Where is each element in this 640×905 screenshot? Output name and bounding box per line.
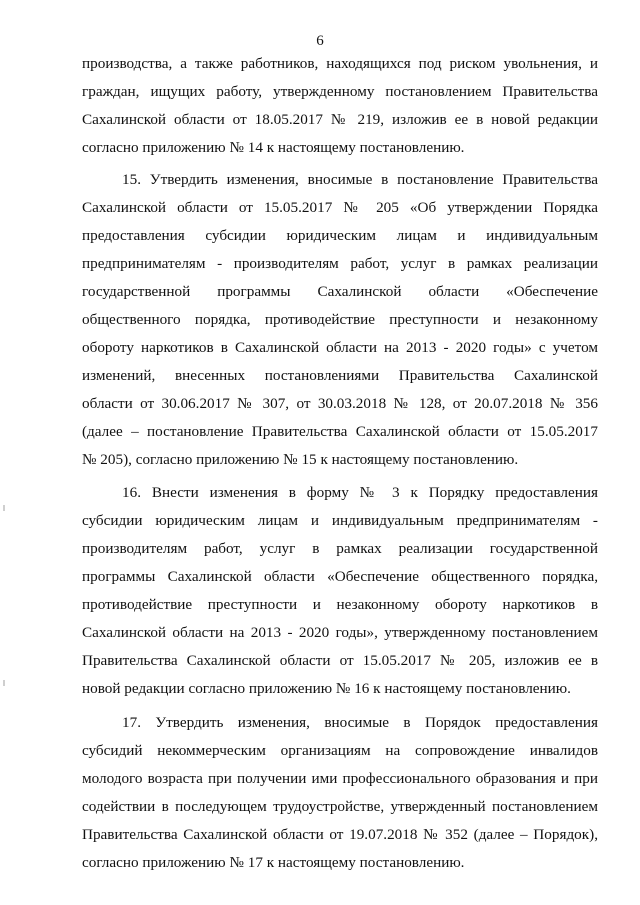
text-line: изменений, внесенных постановлениями Правительства Сахалинской xyxy=(82,367,598,384)
text-line: молодого возраста при получении ими профессионального образования и при xyxy=(82,770,598,787)
scan-margin-mark xyxy=(3,505,5,511)
text-line: Сахалинской области от 15.05.2017 № 205 «Об утверждении Порядка xyxy=(82,199,598,216)
text-line: области от 30.06.2017 № 307, от 30.03.2018 № 128, от 20.07.2018 № 356 xyxy=(82,395,598,412)
text-line: новой редакции согласно приложению № 16 к настоящему постановлению. xyxy=(82,680,571,697)
scan-margin-mark xyxy=(3,680,5,686)
text-line: программы Сахалинской области «Обеспечение общественного порядка, xyxy=(82,568,598,585)
text-line: Правительства Сахалинской области от 19.07.2018 № 352 (далее – Порядок), xyxy=(82,826,598,843)
text-line: государственной программы Сахалинской области «Обеспечение xyxy=(82,283,598,300)
paragraph-16-first-line: 16. Внести изменения в форму № 3 к Порядку предоставления xyxy=(122,484,598,501)
paragraph-17-first-line: 17. Утвердить изменения, вносимые в Порядок предоставления xyxy=(122,714,598,731)
text-line: производителям работ, услуг в рамках реализации государственной xyxy=(82,540,598,557)
text-line: Сахалинской области от 18.05.2017 № 219, изложив ее в новой редакции xyxy=(82,111,598,128)
text-line: (далее – постановление Правительства Сахалинской области от 15.05.2017 xyxy=(82,423,598,440)
text-line: № 205), согласно приложению № 15 к настоящему постановлению. xyxy=(82,451,519,468)
text-line: согласно приложению № 17 к настоящему постановлению. xyxy=(82,854,465,871)
text-line: граждан, ищущих работу, утвержденному постановлением Правительства xyxy=(82,83,598,100)
text-line: субсидии юридическим лицам и индивидуальным предпринимателям - xyxy=(82,512,598,529)
text-line: субсидий некоммерческим организациям на сопровождение инвалидов xyxy=(82,742,598,759)
text-line: общественного порядка, противодействие преступности и незаконному xyxy=(82,311,598,328)
text-line: противодействие преступности и незаконному обороту наркотиков в xyxy=(82,596,598,613)
text-line: предоставления субсидии юридическим лицам и индивидуальным xyxy=(82,227,598,244)
text-line: содействии в последующем трудоустройстве, утвержденный постановлением xyxy=(82,798,598,815)
text-line: обороту наркотиков в Сахалинской области на 2013 - 2020 годы» с учетом xyxy=(82,339,598,356)
text-line: Сахалинской области на 2013 - 2020 годы», утвержденному постановлением xyxy=(82,624,598,641)
text-line: согласно приложению № 14 к настоящему постановлению. xyxy=(82,139,465,156)
text-line: Правительства Сахалинской области от 15.05.2017 № 205, изложив ее в xyxy=(82,652,598,669)
page-number: 6 xyxy=(316,33,324,49)
text-line: производства, а также работников, находящихся под риском увольнения, и xyxy=(82,55,598,72)
text-line: предпринимателям - производителям работ, услуг в рамках реализации xyxy=(82,255,598,272)
paragraph-15-first-line: 15. Утвердить изменения, вносимые в постановление Правительства xyxy=(122,171,598,188)
